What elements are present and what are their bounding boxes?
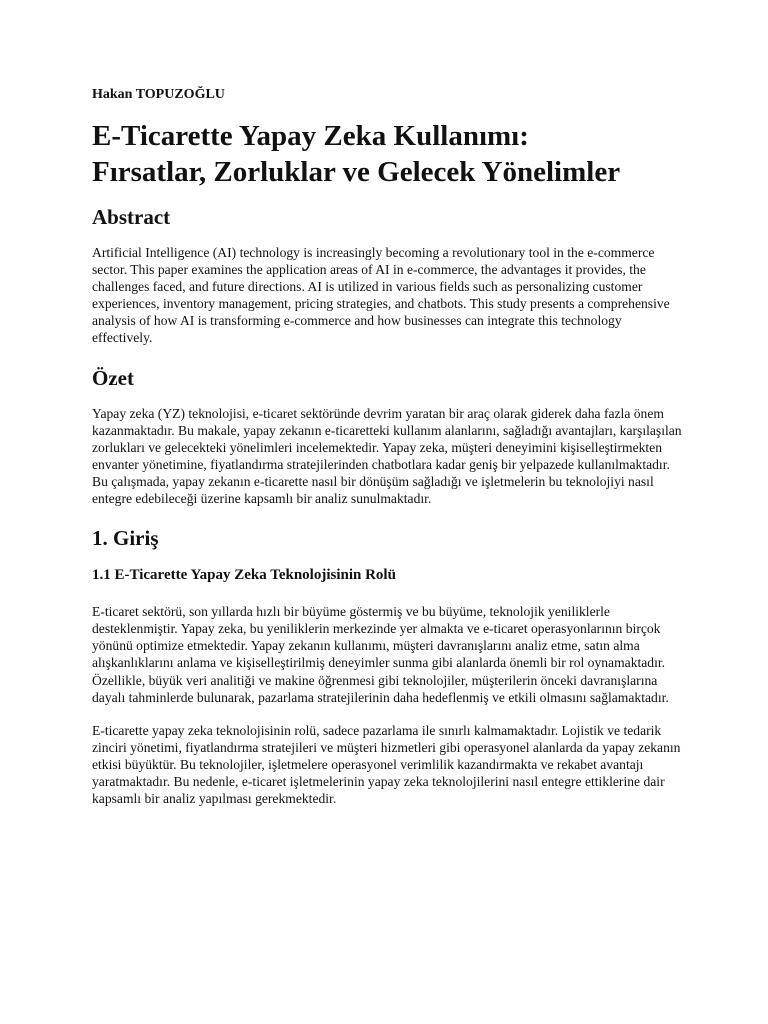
ozet-text: Yapay zeka (YZ) teknolojisi, e-ticaret sektöründe devrim yaratan bir araç olarak giderek daha fazla önem kazanmaktadır. Bu makale, yapay zekanın e-ticaretteki kullanım alanlarını, sağladığı avantajları, karşılaşılan zorlukları ve gelecekteki yönelimleri incelemektedir. Yapay zeka, müşteri deneyimini kişiselleştirmekten envanter yönetimine, fiyatlandırma stratejilerinden chatbotlara kadar geniş bir yelpazede kullanılmaktadır. Bu çalışmada, yapay zekanın e-ticarette nasıl bir dönüşüm sağladığı ve işletmelerin bu teknolojiyi nasıl entegre edebileceği üzerine kapsamlı bir analiz sunulmaktadır. xyxy=(92,405,682,507)
document-page xyxy=(92,86,682,823)
section-paragraph-1: E-ticaret sektörü, son yıllarda hızlı bir büyüme göstermiş ve bu büyüme, teknolojik yeniliklerle desteklenmiştir. Yapay zeka, bu yeniliklerin merkezinde yer almakta ve e-ticaret operasyonlarının birçok yönünü optimize etmektedir. Yapay zekanın kullanımı, müşteri davranışlarını analiz etme, satın alma alışkanlıklarını anlama ve kişiselleştirilmiş deneyimler sunma gibi alanlarda önemli bir rol oynamaktadır. Özellikle, büyük veri analitiği ve makine öğrenmesi gibi teknolojiler, müşterilerin önceki davranışlarına dayalı tahminlerde bulunarak, pazarlama stratejilerinin daha hedeflenmiş ve etkili olmasını sağlamaktadır. xyxy=(92,604,669,705)
section-paragraph-2: E-ticarette yapay zeka teknolojisinin rolü, sadece pazarlama ile sınırlı kalmamaktadır. Lojistik ve tedarik zinciri yönetimi, fiyatlandırma stratejileri ve müşteri hizmetleri gibi operasyonel alanlarda da yapay zekanın etkisi büyüktür. Bu teknolojiler, işletmelere operasyonel verimlilik kazandırmakta ve rekabet avantajı yaratmaktadır. Bu nedenle, e-ticaret işletmelerinin yapay zeka teknolojilerini nasıl entegre ettiklerine dair kapsamlı bir analiz yapılması gerekmektedir. xyxy=(92,722,681,807)
abstract-heading: Abstract xyxy=(92,205,171,229)
author-name: Hakan TOPUZOĞLU xyxy=(92,87,225,102)
paper-title xyxy=(92,118,682,190)
title-line-2: Fırsatlar, Zorluklar ve Gelecek Yönelimler xyxy=(92,156,621,188)
abstract-text: Artificial Intelligence (AI) technology is increasingly becoming a revolutionary tool in the e-commerce sector. This paper examines the application areas of AI in e-commerce, the advantages it provides, the challenges faced, and future directions. AI is utilized in various fields such as personalizing customer experiences, inventory management, pricing strategies, and chatbots. This study presents a comprehensive analysis of how AI is transforming e-commerce and how businesses can integrate this technology effectively. xyxy=(92,245,670,346)
title-line-1: E-Ticarette Yapay Zeka Kullanımı: xyxy=(92,120,529,152)
ozet-heading: Özet xyxy=(92,365,134,390)
subsection-heading: 1.1 E-Ticarette Yapay Zeka Teknolojisinin Rolü xyxy=(92,567,396,584)
section-heading-giris: 1. Giriş xyxy=(92,526,159,551)
